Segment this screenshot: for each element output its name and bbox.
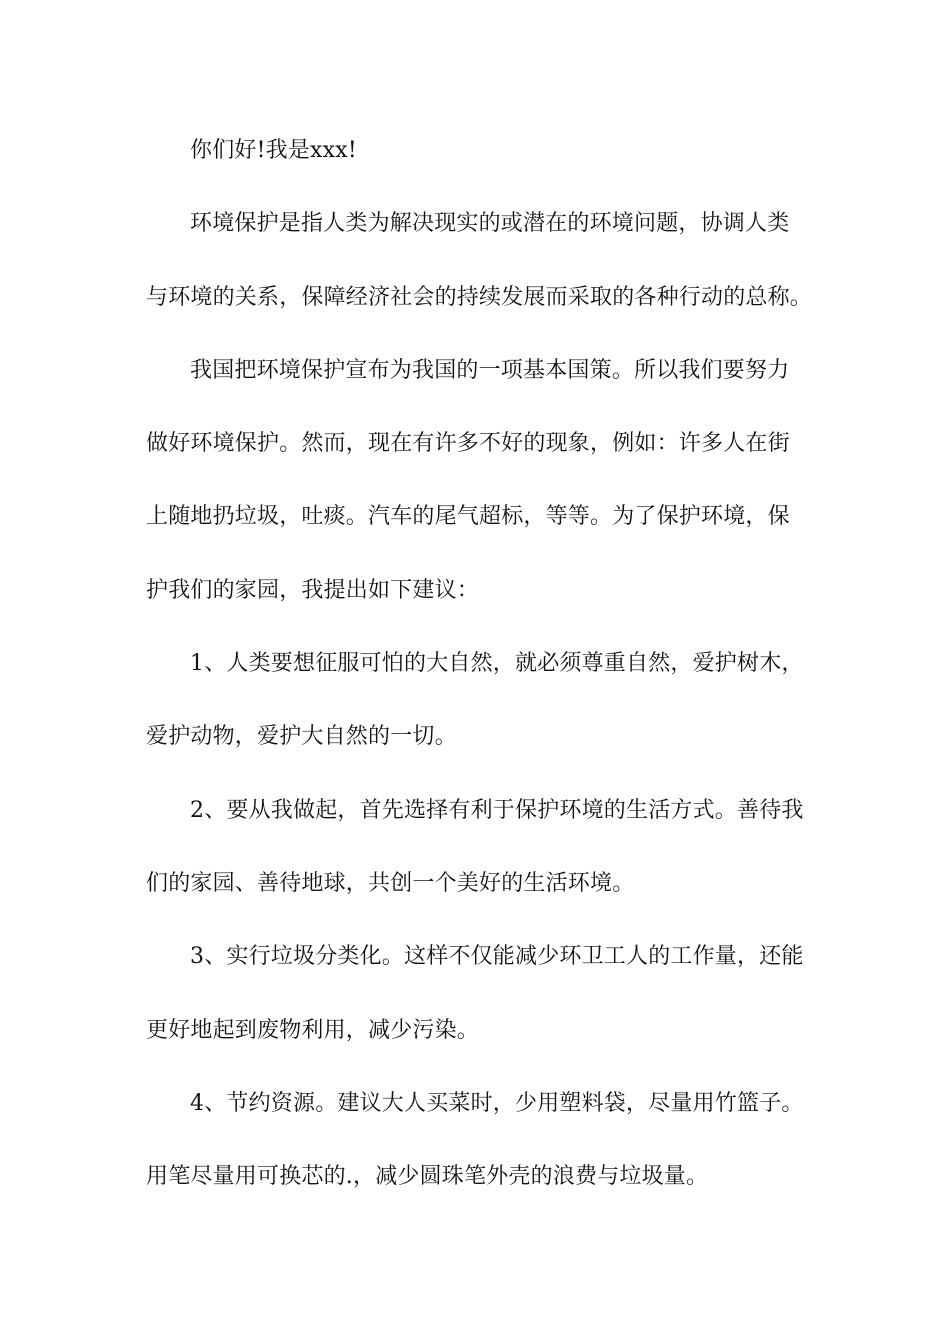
greeting-line: 你们好!我是xxx! xyxy=(190,138,357,163)
document-body xyxy=(146,122,813,1221)
paragraph-line: 护我们的家园，我提出如下建议： xyxy=(146,577,480,603)
paragraph-line: 上随地扔垃圾，吐痰。汽车的尾气超标，等等。为了保护环境，保 xyxy=(146,504,790,530)
paragraph-line: 我国把环境保护宣布为我国的一项基本国策。所以我们要努力 xyxy=(190,357,790,383)
suggestion-line: 用笔尽量用可换芯的.，减少圆珠笔外壳的浪费与垃圾量。 xyxy=(146,1164,709,1190)
suggestion-line: 更好地起到废物利用，减少污染。 xyxy=(146,1017,480,1043)
suggestion-line: 1、人类要想征服可怕的大自然，就必须尊重自然，爱护树木， xyxy=(190,651,804,677)
paragraph-line: 环境保护是指人类为解决现实的或潜在的环境问题，协调人类 xyxy=(190,211,790,237)
suggestion-line: 2、要从我做起，首先选择有利于保护环境的生活方式。善待我 xyxy=(190,797,804,823)
suggestion-line: 爱护动物，爱护大自然的一切。 xyxy=(146,724,457,750)
suggestion-line: 4、节约资源。建议大人买菜时，少用塑料袋，尽量用竹篮子。 xyxy=(190,1090,804,1116)
paragraph-line: 做好环境保护。然而，现在有许多不好的现象，例如：许多人在街 xyxy=(146,431,790,457)
paragraph-line: 与环境的关系，保障经济社会的持续发展而采取的各种行动的总称。 xyxy=(146,284,813,310)
suggestion-line: 们的家园、善待地球，共创一个美好的生活环境。 xyxy=(146,870,635,896)
suggestion-line: 3、实行垃圾分类化。这样不仅能减少环卫工人的工作量，还能 xyxy=(190,944,804,970)
